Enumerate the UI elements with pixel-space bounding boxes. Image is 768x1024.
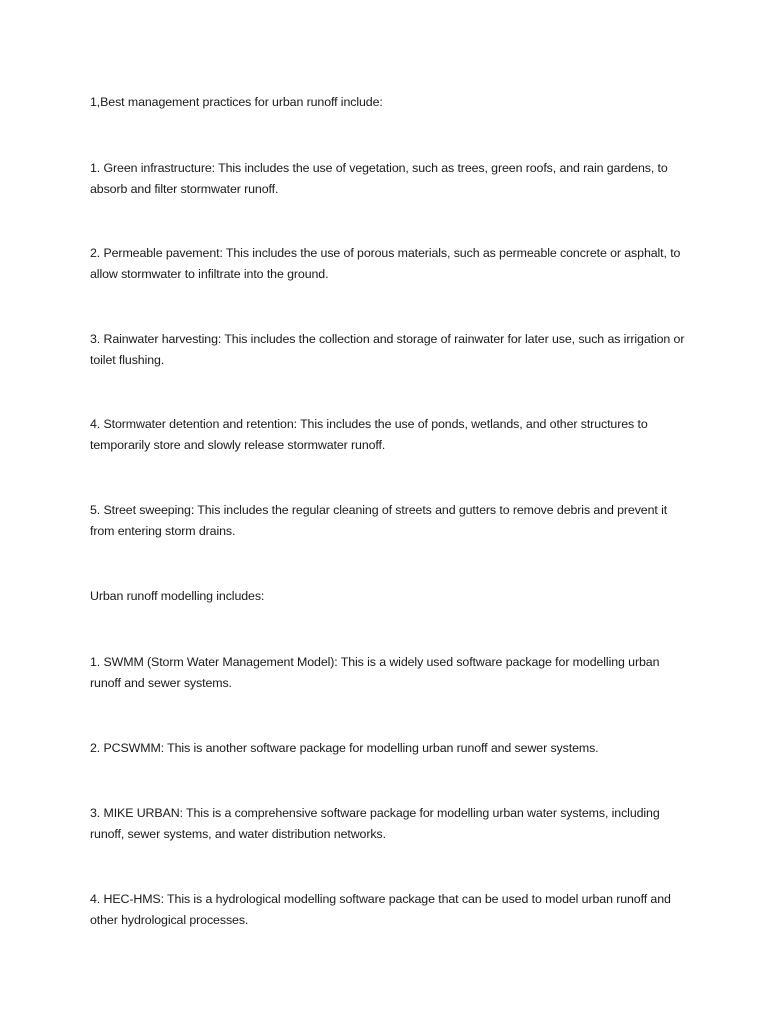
bmp-item-green-infrastructure: 1. Green infrastructure: This includes the use of vegetation, such as trees, green roofs, and rain gardens, to absorb and filter stormwater runoff. xyxy=(90,161,668,196)
modelling-heading: Urban runoff modelling includes: xyxy=(90,589,265,603)
bmp-item-detention-retention: 4. Stormwater detention and retention: This includes the use of ponds, wetlands, and other structures to temporarily store and slowly release stormwater runoff. xyxy=(90,417,648,452)
modelling-item-swmm: 1. SWMM (Storm Water Management Model): This is a widely used software package for modelling urban runoff and sewer systems. xyxy=(90,655,660,690)
modelling-item-pcswmm: 2. PCSWMM: This is another software package for modelling urban runoff and sewer systems. xyxy=(90,741,599,755)
bmp-item-rainwater-harvesting: 3. Rainwater harvesting: This includes the collection and storage of rainwater for later use, such as irrigation or toilet flushing. xyxy=(90,332,685,367)
modelling-item-hec-hms: 4. HEC-HMS: This is a hydrological modelling software package that can be used to model urban runoff and other hydrological processes. xyxy=(90,892,671,927)
bmp-item-permeable-pavement: 2. Permeable pavement: This includes the use of porous materials, such as permeable concrete or asphalt, to allow stormwater to infiltrate into the ground. xyxy=(90,246,681,281)
bmp-item-street-sweeping: 5. Street sweeping: This includes the regular cleaning of streets and gutters to remove debris and prevent it from entering storm drains. xyxy=(90,503,668,538)
modelling-item-mike-urban: 3. MIKE URBAN: This is a comprehensive software package for modelling urban water systems, including runoff, sewer systems, and water distribution networks. xyxy=(90,806,660,841)
bmp-heading: 1,Best management practices for urban runoff include: xyxy=(90,95,383,109)
